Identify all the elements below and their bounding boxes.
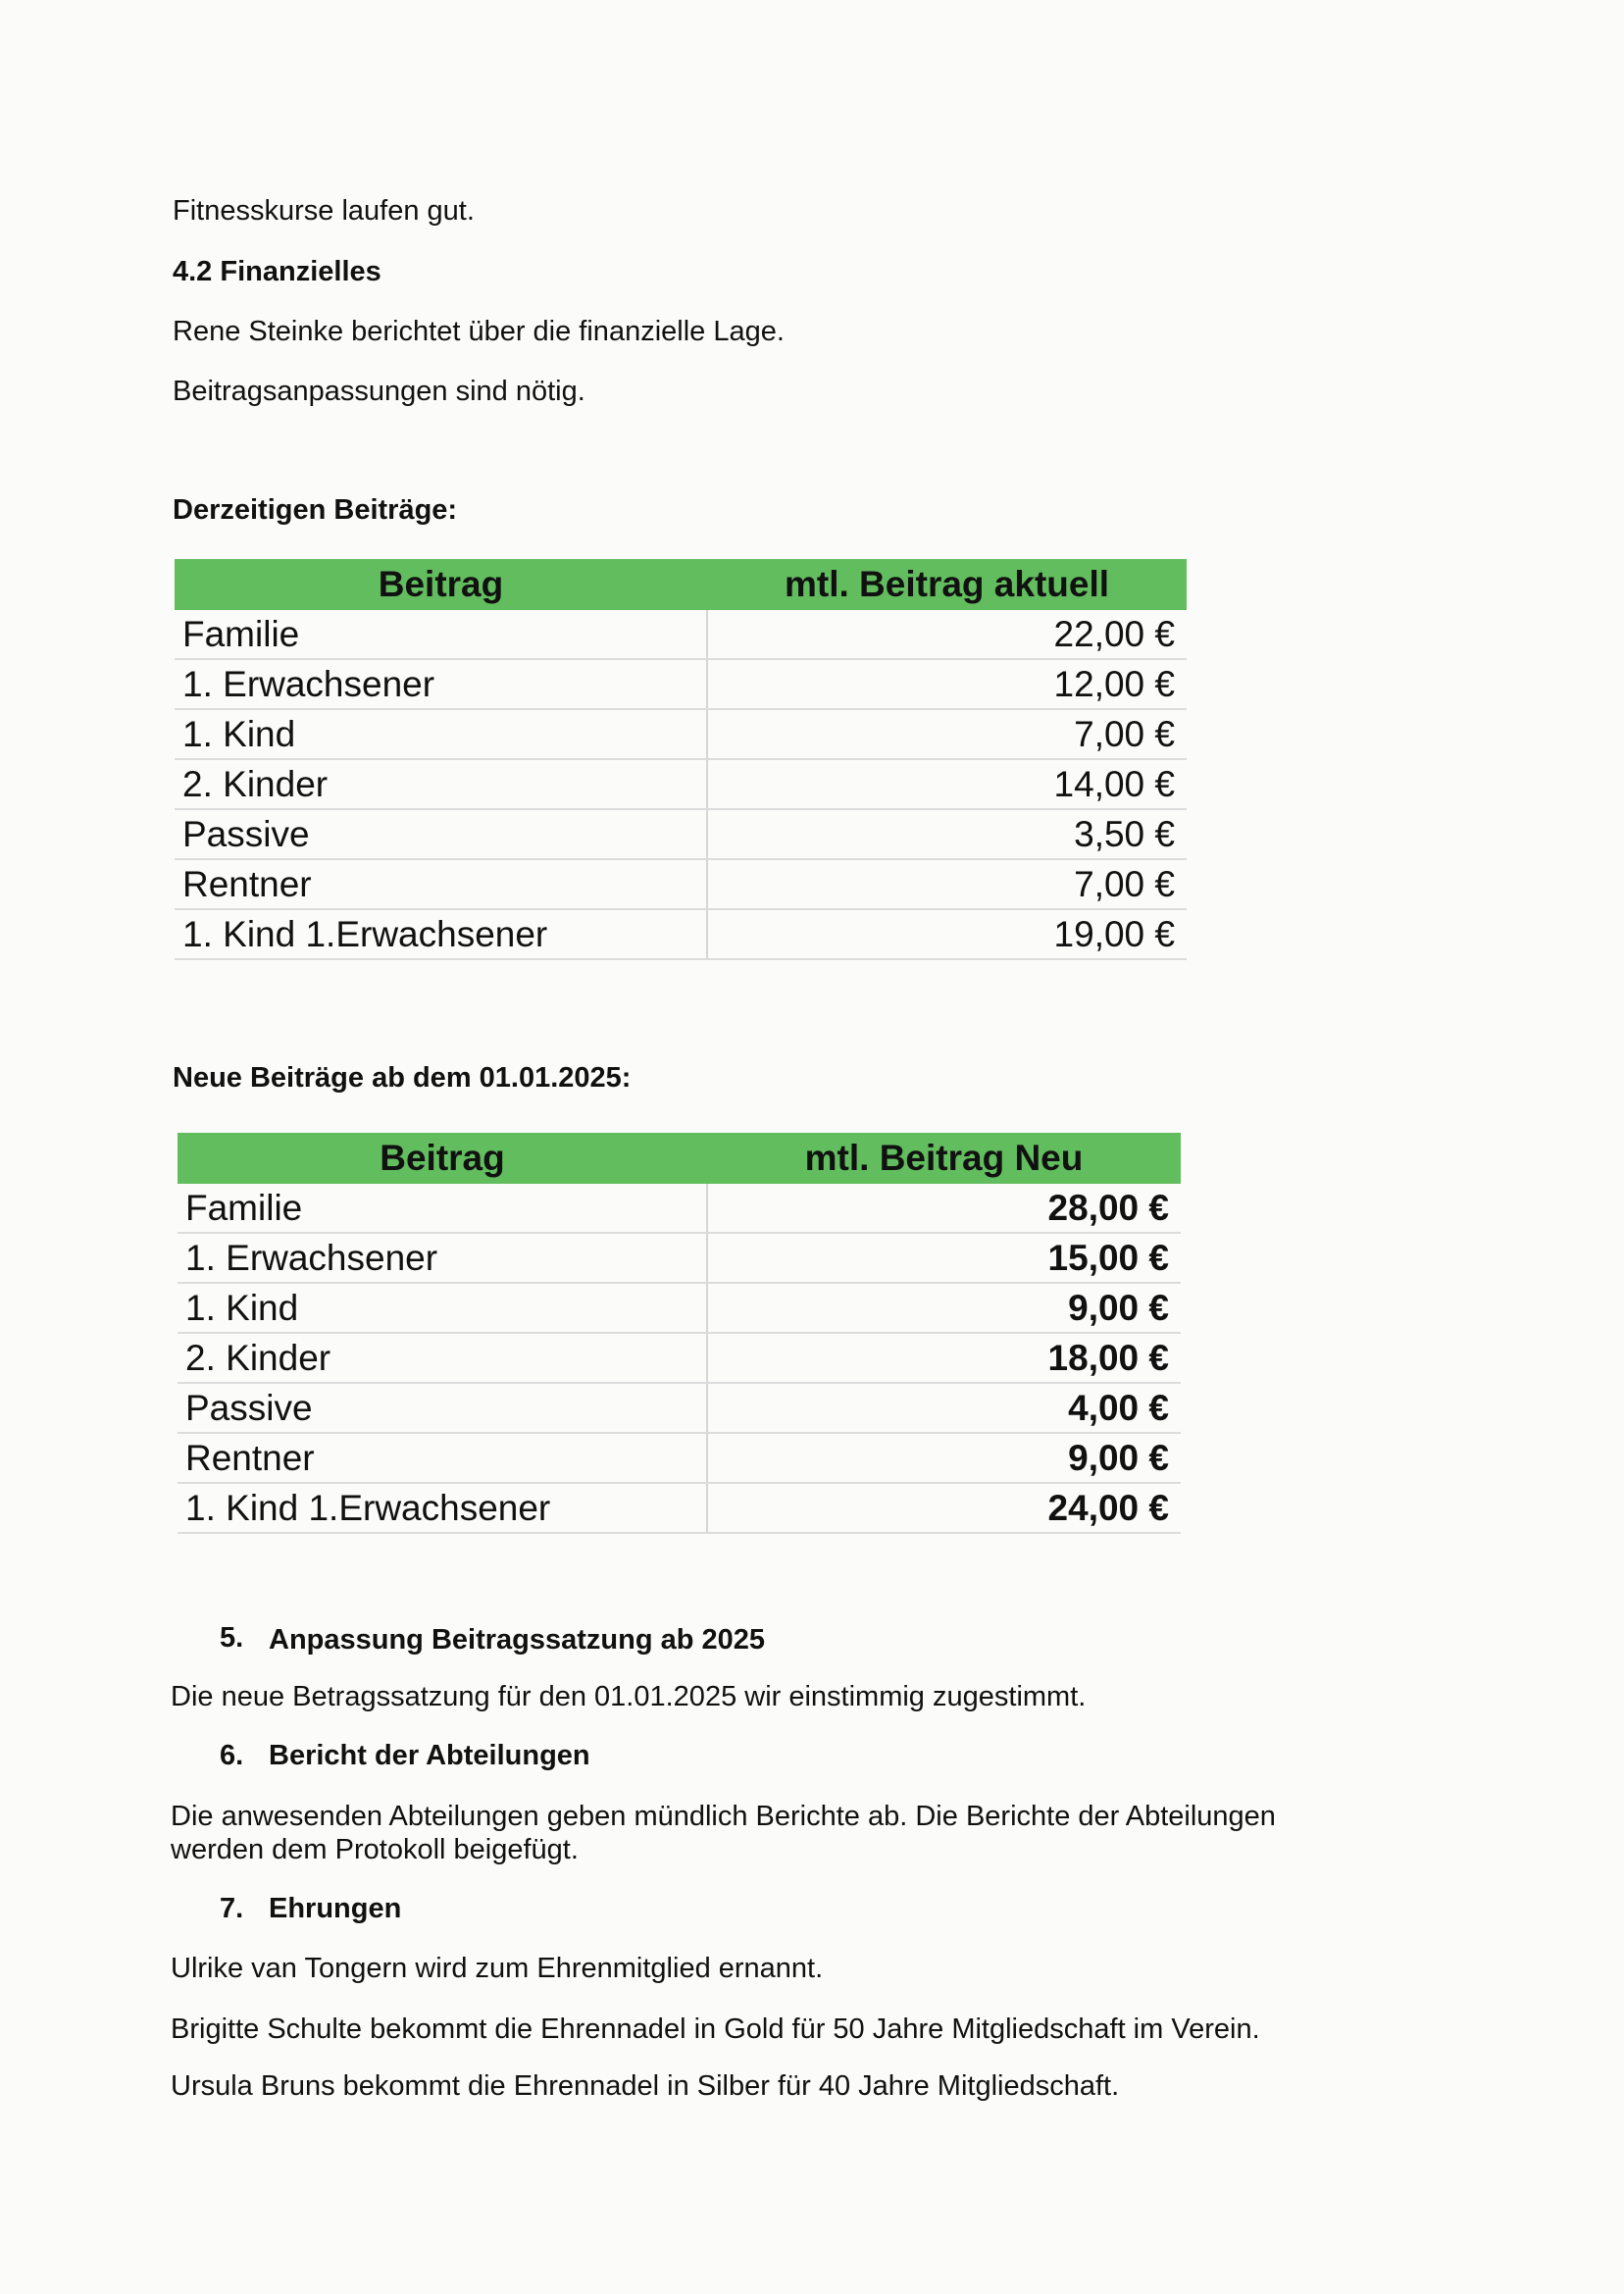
fee-label: 2. Kinder [175, 759, 707, 809]
table-row [175, 909, 1187, 959]
table-row [178, 1383, 1181, 1433]
table-row [178, 1433, 1181, 1483]
honor-line-2: Brigitte Schulte bekommt die Ehrennadel in Gold für 50 Jahre Mitgliedschaft im Verein. [171, 2014, 1260, 2045]
section-5-title: Anpassung Beitragssatzung ab 2025 [269, 1624, 766, 1656]
fitness-text: Fitnesskurse laufen gut. [173, 195, 475, 227]
fee-amount: 7,00 € [707, 859, 1187, 909]
fee-label: Rentner [178, 1433, 707, 1483]
new-fees-heading: Neue Beiträge ab dem 01.01.2025: [173, 1062, 632, 1094]
fee-label: 1. Kind 1.Erwachsener [175, 909, 707, 959]
fee-label: Rentner [175, 859, 707, 909]
finance-heading: 4.2 Finanzielles [173, 256, 381, 287]
table-header-row [178, 1133, 1181, 1184]
fee-amount: 7,00 € [707, 709, 1187, 759]
table-row [178, 1233, 1181, 1283]
table-row [175, 659, 1187, 709]
table-row [178, 1283, 1181, 1333]
fee-label: 1. Erwachsener [175, 659, 707, 709]
table-row [175, 859, 1187, 909]
table-row [175, 759, 1187, 809]
fee-amount: 18,00 € [707, 1333, 1181, 1383]
fee-amount: 9,00 € [707, 1433, 1181, 1483]
finance-adjust-text: Beitragsanpassungen sind nötig. [173, 376, 585, 407]
fee-label: 1. Kind [178, 1283, 707, 1333]
section-6-number: 6. [220, 1740, 244, 1771]
table-row [178, 1184, 1181, 1233]
fee-amount: 28,00 € [707, 1184, 1181, 1233]
current-fees-heading: Derzeitigen Beiträge: [173, 494, 458, 526]
honor-line-3: Ursula Bruns bekommt die Ehrennadel in Silber für 40 Jahre Mitgliedschaft. [171, 2070, 1120, 2102]
fee-label: Familie [175, 610, 707, 659]
fee-label: Passive [178, 1383, 707, 1433]
current-fees-table [175, 559, 1187, 960]
section-7-title: Ehrungen [269, 1893, 402, 1924]
fee-amount: 15,00 € [707, 1233, 1181, 1283]
section-6-text-line-1: Die anwesenden Abteilungen geben mündlich Berichte ab. Die Berichte der Abteilungen [171, 1801, 1276, 1832]
table-row [175, 610, 1187, 659]
column-header-amount: mtl. Beitrag aktuell [707, 559, 1187, 610]
section-7-number: 7. [220, 1893, 244, 1924]
fee-label: Passive [175, 809, 707, 859]
table-row [175, 709, 1187, 759]
fee-amount: 19,00 € [707, 909, 1187, 959]
fee-amount: 3,50 € [707, 809, 1187, 859]
fee-label: 1. Erwachsener [178, 1233, 707, 1283]
fee-amount: 9,00 € [707, 1283, 1181, 1333]
section-6-text-line-2: werden dem Protokoll beigefügt. [171, 1834, 579, 1865]
column-header-type: Beitrag [178, 1133, 707, 1184]
table-header-row [175, 559, 1187, 610]
finance-report-text: Rene Steinke berichtet über die finanzielle Lage. [173, 316, 785, 347]
fee-label: Familie [178, 1184, 707, 1233]
table-row [178, 1333, 1181, 1383]
section-6-title: Bericht der Abteilungen [269, 1740, 590, 1771]
section-5-text: Die neue Betragssatzung für den 01.01.2025 wir einstimmig zugestimmt. [171, 1681, 1087, 1712]
fee-amount: 12,00 € [707, 659, 1187, 709]
column-header-amount: mtl. Beitrag Neu [707, 1133, 1181, 1184]
honor-line-1: Ulrike van Tongern wird zum Ehrenmitglied ernannt. [171, 1953, 824, 1984]
fee-amount: 22,00 € [707, 610, 1187, 659]
new-fees-table [178, 1133, 1181, 1534]
fee-amount: 4,00 € [707, 1383, 1181, 1433]
fee-label: 2. Kinder [178, 1333, 707, 1383]
column-header-type: Beitrag [175, 559, 707, 610]
fee-amount: 14,00 € [707, 759, 1187, 809]
fee-amount: 24,00 € [707, 1483, 1181, 1533]
table-row [178, 1483, 1181, 1533]
section-5-number: 5. [220, 1622, 244, 1654]
table-row [175, 809, 1187, 859]
fee-label: 1. Kind [175, 709, 707, 759]
fee-label: 1. Kind 1.Erwachsener [178, 1483, 707, 1533]
